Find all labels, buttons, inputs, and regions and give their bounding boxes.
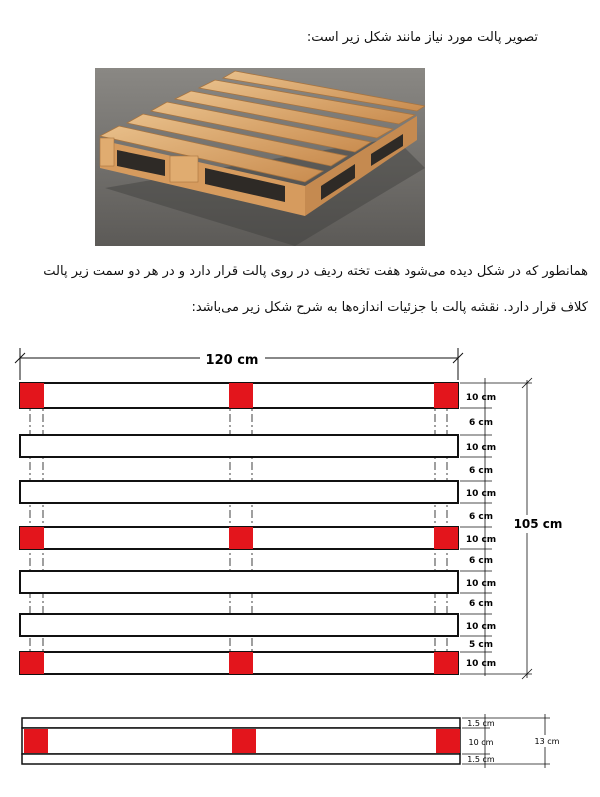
gap-label-4: 6 cm (468, 556, 494, 566)
side-block-left (24, 729, 48, 753)
block-row1-left (20, 383, 44, 408)
pallet-photo (95, 68, 425, 246)
block-row4-mid (229, 527, 253, 549)
deck-board-5 (20, 571, 458, 593)
board-label-2: 10 cm (465, 443, 497, 453)
side-bottom-board (22, 754, 460, 764)
description-line-2: کلاف قرار دارد. نقشه پالت با جزئیات اندازه‌ها به شرح شکل زیر می‌باشد: (191, 300, 588, 315)
block-row4-right (434, 527, 458, 549)
pallet-top-view-diagram (0, 340, 600, 685)
photo-caption: تصویر پالت مورد نیاز مانند شکل زیر است: (306, 30, 538, 45)
side-block-right (436, 729, 460, 753)
block-row7-mid (229, 652, 253, 674)
board-label-3: 10 cm (465, 489, 497, 499)
gap-label-2: 6 cm (468, 466, 494, 476)
description-line-1: همانطور که در شکل دیده می‌شود هفت تخته ردیف در روی پالت قرار دارد و در هر دو سمت زیر پالت (43, 264, 588, 279)
gap-label-6: 5 cm (468, 640, 494, 650)
side-label-bottom: 1.5 cm (467, 755, 495, 764)
deck-board-6 (20, 614, 458, 636)
side-label-top: 1.5 cm (467, 719, 495, 728)
block-row7-right (434, 652, 458, 674)
side-label-mid: 10 cm (468, 738, 494, 747)
deck-board-2 (20, 435, 458, 457)
block-row4-left (20, 527, 44, 549)
board-label-7: 10 cm (465, 659, 497, 669)
board-label-5: 10 cm (465, 579, 497, 589)
block-row1-right (434, 383, 458, 408)
board-label-6: 10 cm (465, 622, 497, 632)
side-top-board (22, 718, 460, 728)
side-label-total: 13 cm (534, 737, 560, 746)
pallet-photo-art (95, 68, 425, 246)
pallet-side-view-diagram (0, 710, 600, 780)
gap-label-3: 6 cm (468, 512, 494, 522)
height-label: 105 cm (513, 517, 563, 531)
width-label: 120 cm (205, 353, 259, 368)
side-block-mid (232, 729, 256, 753)
gap-label-5: 6 cm (468, 599, 494, 609)
gap-label-1: 6 cm (468, 418, 494, 428)
block-row7-left (20, 652, 44, 674)
board-label-1: 10 cm (465, 393, 497, 403)
board-label-4: 10 cm (465, 535, 497, 545)
deck-board-3 (20, 481, 458, 503)
block-row1-mid (229, 383, 253, 408)
